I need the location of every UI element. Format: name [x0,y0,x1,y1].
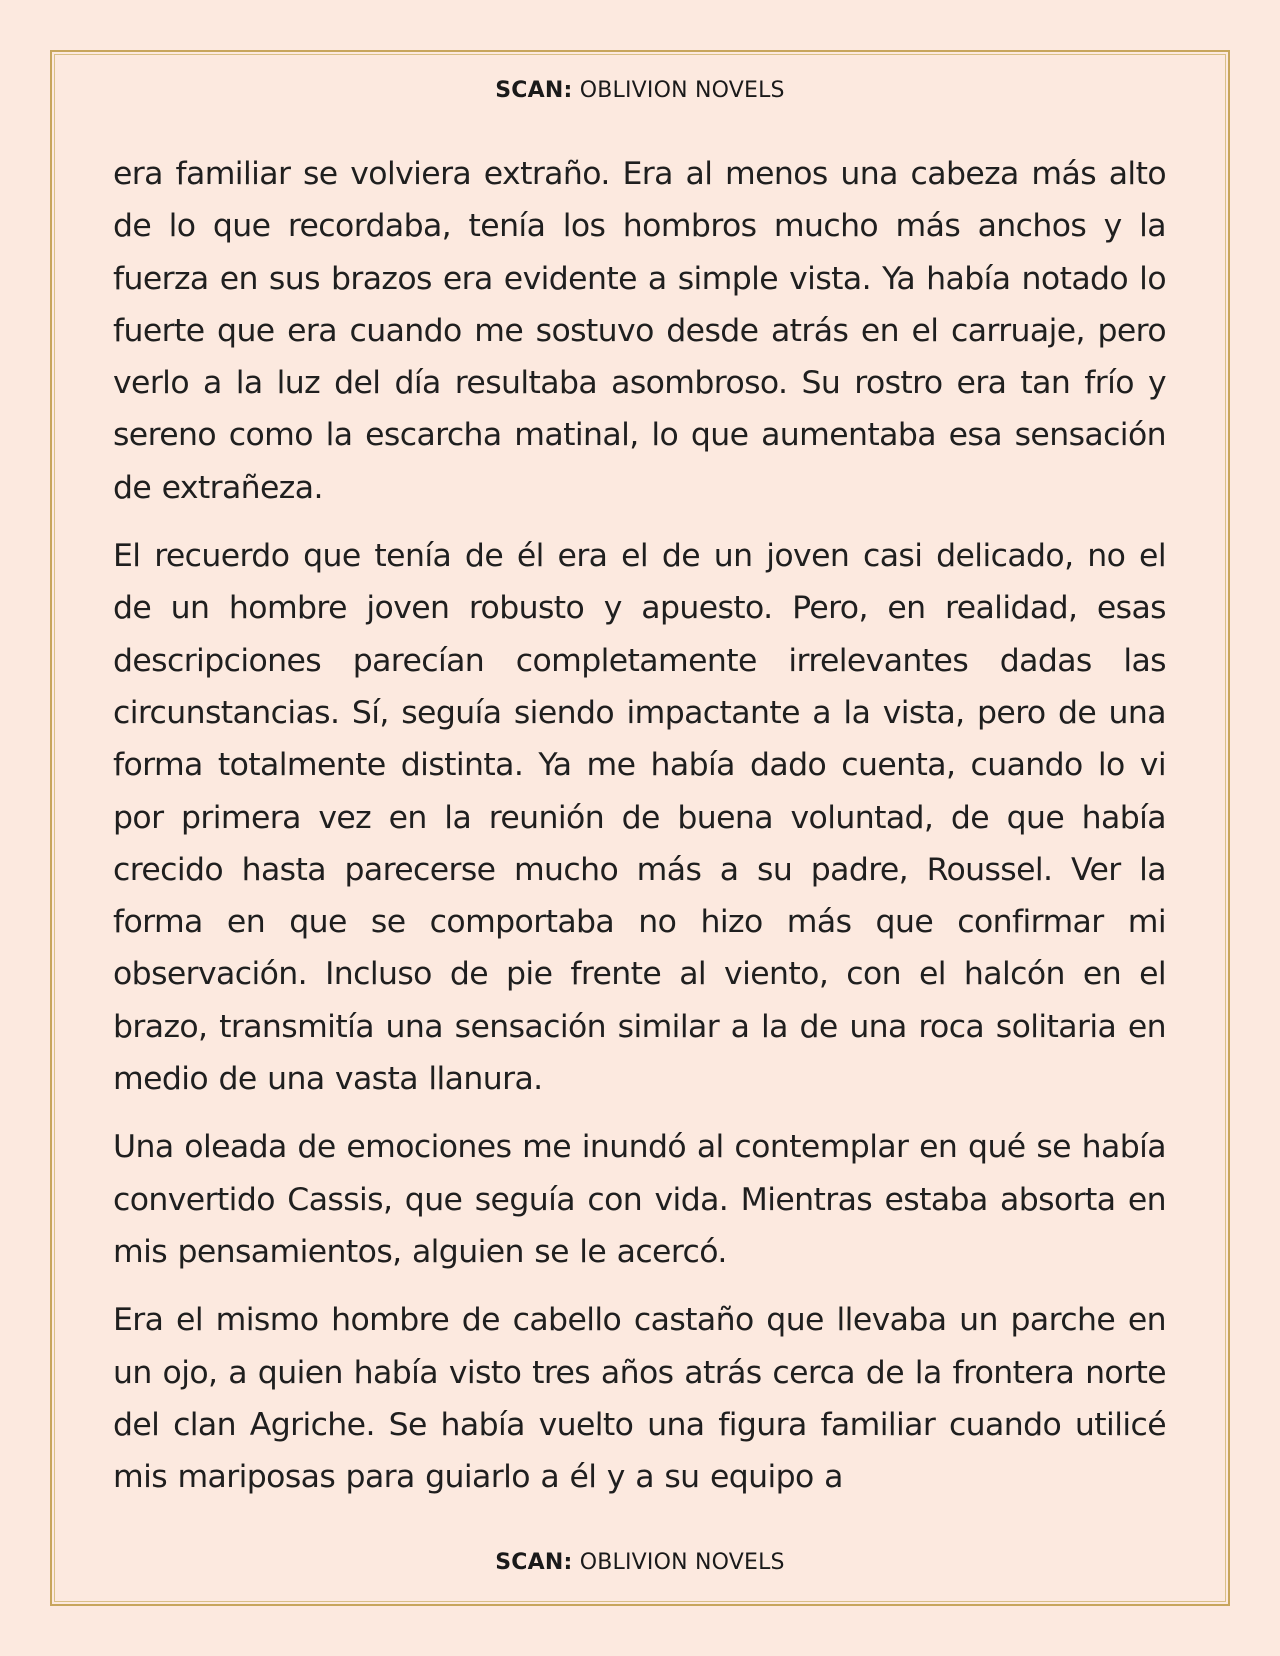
paragraph: era familiar se volviera extraño. Era al menos una cabeza más alto de lo que recordaba, tenía los hombros mucho más anchos y la fuerza en sus brazos era evidente a simple vista. Ya había notado lo fuerte que era cuando me sostuvo desde atrás en el carruaje, pero verlo a la luz del día resultaba asombroso. Su rostro era tan frío y sereno como la escarcha matinal, lo que aumentaba esa sensación de extrañeza. [113,156,1166,506]
paragraph: Una oleada de emociones me inundó al contemplar en qué se había convertido Cassis, que seguía con vida. Mientras estaba absorta en mis pensamientos, alguien se le acercó. [113,1129,1166,1270]
header-scan-value: OBLIVION NOVELS [572,78,785,103]
footer-scan-value: OBLIVION NOVELS [572,1550,785,1575]
page-footer [0,1550,1280,1575]
paragraph: El recuerdo que tenía de él era el de un joven casi delicado, no el de un hombre joven robusto y apuesto. Pero, en realidad, esas descripciones parecían completamente irrelevantes dadas las circunstancias. Sí, seguía siendo impactante a la vista, pero de una forma totalmente distinta. Ya me había dado cuenta, cuando lo vi por primera vez en la reunión de buena voluntad, de que había crecido hasta parecerse mucho más a su padre, Roussel. Ver la forma en que se comportaba no hizo más que confirmar mi observación. Incluso de pie frente al viento, con el halcón en el brazo, transmitía una sensación similar a la de una roca solitaria en medio de una vasta llanura. [113,538,1166,1098]
page-body [113,148,1166,1519]
header-scan-label: SCAN: [495,78,573,103]
page-header [0,78,1280,103]
footer-scan-label: SCAN: [495,1550,573,1575]
paragraph: Era el mismo hombre de cabello castaño que llevaba un parche en un ojo, a quien había visto tres años atrás cerca de la frontera norte del clan Agriche. Se había vuelto una figura familiar cuando utilicé mis mariposas para guiarlo a él y a su equipo a [113,1302,1166,1496]
